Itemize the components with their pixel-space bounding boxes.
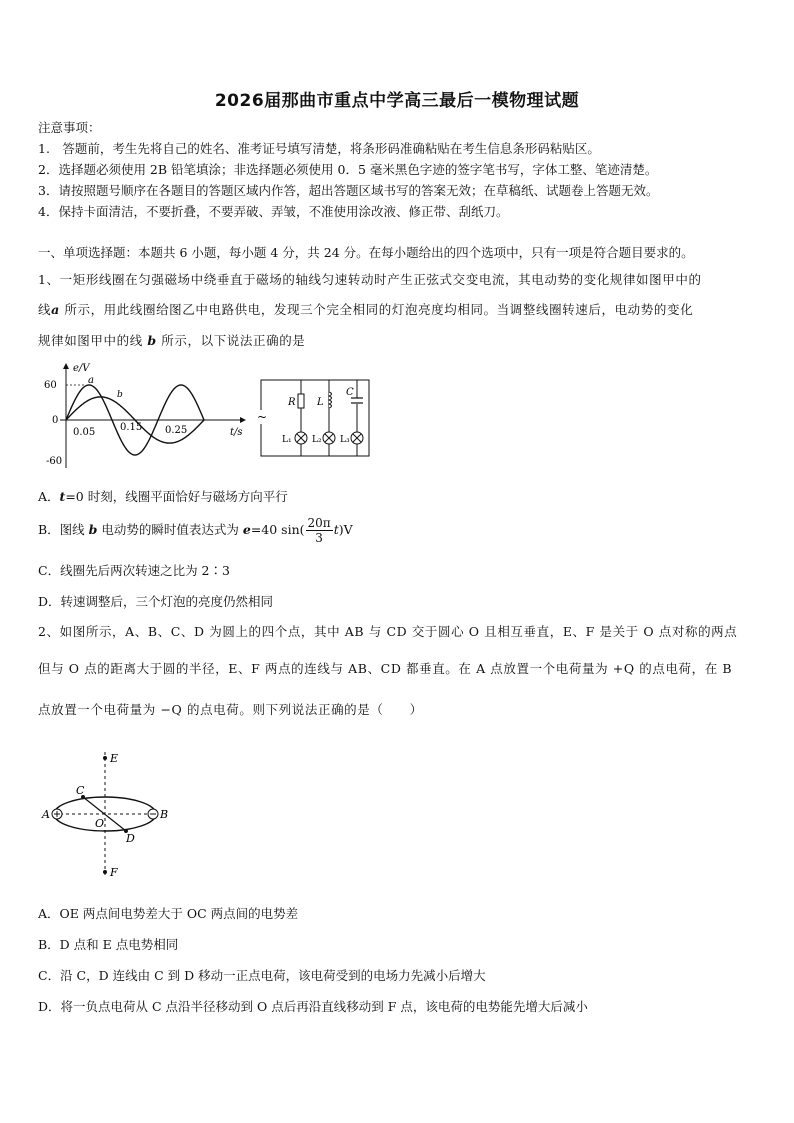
- label-C: C: [346, 387, 354, 398]
- label-d: D: [126, 832, 135, 845]
- graph-xtick-015: 0.15: [120, 422, 143, 433]
- notice-item-3: 3．请按照题号顺序在各题目的答题区域内作答，超出答题区域书写的答案无效；在草稿纸、试题卷上答题无效。: [38, 183, 659, 198]
- resistor-icon: [298, 394, 304, 408]
- lamp-icon: [295, 432, 307, 444]
- q1-stem-line3: 规律如图甲中的线 b 所示，以下说法正确的是: [38, 333, 306, 348]
- q1-option-b: B．图线 b 电动势的瞬时值表达式为 e=40 sin( $\frac{20\pi}{3}$ t)V: [38, 516, 353, 545]
- section-heading: 一、单项选择题：本题共 6 小题，每小题 4 分，共 24 分。在每小题给出的四个选项中，只有一项是符合题目要求的。: [38, 245, 694, 260]
- ac-source-icon: ~: [257, 410, 268, 424]
- negative-charge-icon: [148, 809, 158, 819]
- q1-stem-line2: 线a 所示，用此线圈给图乙中电路供电，发现三个完全相同的灯泡亮度均相同。当调整线圈转速后，电动势的变化: [38, 302, 694, 317]
- q2-option-a: A．OE 两点间电势差大于 OC 两点间的电势差: [38, 906, 299, 921]
- q1-emf-graph: [40, 360, 250, 472]
- q2-figure: [40, 748, 180, 886]
- label-L1: L₁: [282, 435, 292, 445]
- curve-a-label: a: [88, 375, 94, 386]
- label-L3: L₃: [340, 435, 350, 445]
- q2-stem-line2: 但与 O 点的距离大于圆的半径，E、F 两点的连线与 AB、CD 都垂直。在 A 点放置一个电荷量为 +Q 的点电荷，在 B: [38, 661, 733, 676]
- label-o: O: [95, 817, 105, 830]
- positive-charge-icon: [52, 809, 62, 819]
- graph-ylabel: e/V: [73, 363, 90, 374]
- q2-stem-line3: 点放置一个电荷量为 −Q 的点电荷。则下列说法正确的是（ ）: [38, 702, 423, 717]
- q1-option-c: C．线圈先后两次转速之比为 2∶3: [38, 563, 230, 578]
- graph-xlabel: t/s: [230, 427, 243, 438]
- q1-option-a: A．t=0 时刻，线圈平面恰好与磁场方向平行: [38, 489, 288, 504]
- notice-item-1: 1. 答题前，考生先将自己的姓名、准考证号填写清楚，将条形码准确粘贴在考生信息条形码粘贴区。: [38, 141, 600, 156]
- q2-option-b: B．D 点和 E 点电势相同: [38, 937, 179, 952]
- q1-option-d: D．转速调整后，三个灯泡的亮度仍然相同: [38, 594, 274, 609]
- notice-heading: 注意事项：: [38, 120, 101, 135]
- label-f: F: [110, 866, 118, 879]
- lamp-icon: [351, 432, 363, 444]
- lamp-icon: [323, 432, 335, 444]
- notice-item-2: 2．选择题必须使用 2B 铅笔填涂；非选择题必须使用 0．5 毫米黑色字迹的签字笔书写，字体工整、笔迹清楚。: [38, 162, 658, 177]
- label-R: R: [288, 397, 296, 408]
- inductor-icon: [329, 392, 332, 408]
- point-e: [103, 756, 107, 760]
- notice-item-4: 4．保持卡面清洁，不要折叠，不要弄破、弄皱，不准使用涂改液、修正带、刮纸刀。: [38, 204, 509, 219]
- q1-circuit: [255, 374, 375, 460]
- graph-xtick-025: 0.25: [165, 425, 188, 436]
- label-e: E: [110, 752, 119, 765]
- q2-option-c: C．沿 C，D 连线由 C 到 D 移动一正点电荷，该电荷受到的电场力先减小后增大: [38, 968, 486, 983]
- q2-option-d: D．将一负点电荷从 C 点沿半径移动到 O 点后再沿直线移动到 F 点，该电荷的电势能先增大后减小: [38, 999, 588, 1014]
- graph-xtick-005: 0.05: [73, 427, 96, 438]
- label-b: B: [160, 808, 169, 821]
- graph-ytick-0: 0: [52, 415, 59, 426]
- label-L2: L₂: [312, 435, 322, 445]
- label-a: A: [42, 808, 50, 821]
- q2-stem-line1: 2、如图所示，A、B、C、D 为圆上的四个点，其中 AB 与 CD 交于圆心 O 且相互垂直，E、F 是关于 O 点对称的两点: [38, 624, 738, 639]
- label-c: C: [76, 784, 85, 797]
- label-L: L: [317, 397, 324, 408]
- curve-b-label: b: [117, 390, 123, 400]
- graph-ytick-neg60: -60: [46, 456, 63, 467]
- graph-ytick-60: 60: [44, 380, 57, 391]
- point-f: [103, 870, 107, 874]
- page-title: 2026届那曲市重点中学高三最后一模物理试题: [214, 91, 580, 111]
- q1-stem-line1: 1、一矩形线圈在匀强磁场中绕垂直于磁场的轴线匀速转动时产生正弦式交变电流，其电动势的变化规律如图甲中的: [38, 272, 702, 287]
